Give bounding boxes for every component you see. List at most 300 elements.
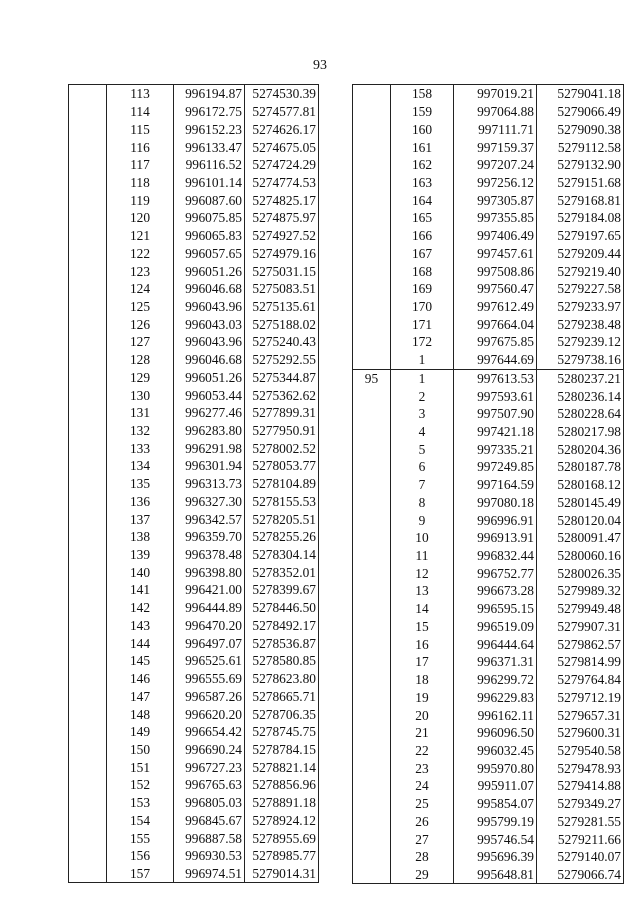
y-coordinate-cell: 5279211.66 xyxy=(537,830,624,848)
x-coordinate-cell: 996162.11 xyxy=(454,706,537,724)
x-coordinate-cell: 997019.21 xyxy=(454,85,537,103)
point-number-cell: 149 xyxy=(129,724,151,740)
table-row xyxy=(69,811,319,829)
table-row xyxy=(353,777,624,795)
table-row xyxy=(353,227,624,245)
point-number-cell: 143 xyxy=(129,617,151,633)
x-coordinate-cell: 997508.86 xyxy=(454,262,537,280)
block-cell xyxy=(69,191,107,209)
table-row xyxy=(353,494,624,512)
block-cell xyxy=(69,617,107,635)
table-row xyxy=(353,280,624,298)
table-row xyxy=(353,848,624,866)
table-row xyxy=(353,351,624,369)
block-cell xyxy=(69,422,107,440)
x-coordinate-cell: 996342.57 xyxy=(174,510,245,528)
x-coordinate-cell: 996845.67 xyxy=(174,811,245,829)
point-number-cell: 158 xyxy=(391,85,454,103)
point-number-cell: 166 xyxy=(411,228,433,244)
block-cell xyxy=(69,847,107,865)
block-cell xyxy=(353,635,391,653)
x-coordinate-cell: 996832.44 xyxy=(454,547,537,565)
table-row xyxy=(69,741,319,759)
table-row xyxy=(353,262,624,280)
y-coordinate-cell: 5280228.64 xyxy=(537,405,624,423)
point-number-cell: 18 xyxy=(415,672,429,688)
table-row xyxy=(69,475,319,493)
x-coordinate-cell: 996152.23 xyxy=(174,120,245,138)
block-cell xyxy=(353,156,391,174)
y-coordinate-cell: 5278002.52 xyxy=(245,439,319,457)
point-number-cell: 165 xyxy=(411,210,433,226)
x-coordinate-cell: 996313.73 xyxy=(174,475,245,493)
point-number-cell: 28 xyxy=(415,849,429,865)
table-row xyxy=(353,369,624,387)
table-row xyxy=(69,723,319,741)
x-coordinate-cell: 997675.85 xyxy=(454,333,537,351)
block-cell xyxy=(69,493,107,511)
point-number-cell: 5 xyxy=(418,441,426,457)
x-coordinate-cell: 995696.39 xyxy=(454,848,537,866)
point-number-cell: 142 xyxy=(129,600,151,616)
table-row xyxy=(353,423,624,441)
y-coordinate-cell: 5274774.53 xyxy=(245,174,319,192)
point-number-cell: 144 xyxy=(129,635,151,651)
x-coordinate-cell: 997305.87 xyxy=(454,191,537,209)
x-coordinate-cell: 996032.45 xyxy=(454,742,537,760)
y-coordinate-cell: 5279151.68 xyxy=(537,174,624,192)
block-cell xyxy=(353,795,391,813)
point-number-cell: 164 xyxy=(411,192,433,208)
x-coordinate-cell: 997612.49 xyxy=(454,298,537,316)
table-row xyxy=(69,138,319,156)
y-coordinate-cell: 5279014.31 xyxy=(245,865,319,883)
block-cell xyxy=(353,830,391,848)
x-coordinate-cell: 996046.68 xyxy=(174,280,245,298)
point-number-cell: 12 xyxy=(415,565,429,581)
y-coordinate-cell: 5275083.51 xyxy=(245,280,319,298)
y-coordinate-cell: 5278745.75 xyxy=(245,723,319,741)
x-coordinate-cell: 997355.85 xyxy=(454,209,537,227)
block-cell xyxy=(69,457,107,475)
point-number-cell: 136 xyxy=(129,493,151,509)
table-row xyxy=(353,405,624,423)
table-row xyxy=(69,262,319,280)
table-row xyxy=(353,830,624,848)
block-cell xyxy=(69,103,107,121)
x-coordinate-cell: 996727.23 xyxy=(174,758,245,776)
point-number-cell: 25 xyxy=(415,796,429,812)
x-coordinate-cell: 996519.09 xyxy=(454,618,537,636)
table-row xyxy=(69,439,319,457)
point-number-cell: 146 xyxy=(129,671,151,687)
point-number-cell: 2 xyxy=(418,388,426,404)
table-row xyxy=(69,244,319,262)
block-cell xyxy=(353,866,391,884)
block-cell: 95 xyxy=(353,369,391,387)
y-coordinate-cell: 5279540.58 xyxy=(537,742,624,760)
y-coordinate-cell: 5279281.55 xyxy=(537,812,624,830)
point-number-cell: 14 xyxy=(415,601,429,617)
x-coordinate-cell: 995648.81 xyxy=(454,866,537,884)
block-cell xyxy=(69,829,107,847)
x-coordinate-cell: 996057.65 xyxy=(174,244,245,262)
table-row xyxy=(69,386,319,404)
block-cell xyxy=(69,156,107,174)
x-coordinate-cell: 996497.07 xyxy=(174,634,245,652)
table-row xyxy=(69,865,319,883)
y-coordinate-cell: 5279209.44 xyxy=(537,244,624,262)
block-cell xyxy=(353,742,391,760)
point-number-cell: 121 xyxy=(129,228,151,244)
y-coordinate-cell: 5279907.31 xyxy=(537,618,624,636)
x-coordinate-cell: 997613.53 xyxy=(454,369,537,387)
x-coordinate-cell: 996974.51 xyxy=(174,865,245,883)
point-number-cell: 20 xyxy=(415,707,429,723)
x-coordinate-cell: 997159.37 xyxy=(454,138,537,156)
y-coordinate-cell: 5278399.67 xyxy=(245,581,319,599)
y-coordinate-cell: 5279112.58 xyxy=(537,138,624,156)
y-coordinate-cell: 5278856.96 xyxy=(245,776,319,794)
table-row xyxy=(69,404,319,422)
table-row xyxy=(69,758,319,776)
y-coordinate-cell: 5278821.14 xyxy=(245,758,319,776)
point-number-cell: 141 xyxy=(129,582,151,598)
table-row xyxy=(69,493,319,511)
block-cell xyxy=(353,138,391,156)
y-coordinate-cell: 5279414.88 xyxy=(537,777,624,795)
point-number-cell: 151 xyxy=(129,759,151,775)
table-row xyxy=(353,103,624,121)
block-cell xyxy=(69,865,107,883)
point-number-cell: 113 xyxy=(107,85,174,103)
table-row xyxy=(353,866,624,884)
block-cell xyxy=(69,723,107,741)
table-row xyxy=(69,85,319,103)
x-coordinate-cell: 996277.46 xyxy=(174,404,245,422)
point-number-cell: 22 xyxy=(415,742,429,758)
x-coordinate-cell: 995911.07 xyxy=(454,777,537,795)
block-cell xyxy=(69,333,107,351)
table-row xyxy=(353,85,624,103)
table-row xyxy=(69,546,319,564)
y-coordinate-cell: 5280168.12 xyxy=(537,476,624,494)
block-cell xyxy=(69,138,107,156)
block-cell xyxy=(353,671,391,689)
y-coordinate-cell: 5278623.80 xyxy=(245,670,319,688)
y-coordinate-cell: 5279066.49 xyxy=(537,103,624,121)
y-coordinate-cell: 5278784.15 xyxy=(245,741,319,759)
y-coordinate-cell: 5279478.93 xyxy=(537,759,624,777)
table-row xyxy=(69,103,319,121)
x-coordinate-cell: 996525.61 xyxy=(174,652,245,670)
point-number-cell: 27 xyxy=(415,831,429,847)
point-number-cell: 148 xyxy=(129,706,151,722)
block-cell xyxy=(69,776,107,794)
block-cell xyxy=(353,244,391,262)
table-row xyxy=(353,244,624,262)
point-number-cell: 115 xyxy=(130,121,150,137)
y-coordinate-cell: 5279657.31 xyxy=(537,706,624,724)
table-row xyxy=(69,687,319,705)
x-coordinate-cell: 996116.52 xyxy=(174,156,245,174)
block-cell xyxy=(353,848,391,866)
table-row xyxy=(353,387,624,405)
point-number-cell: 126 xyxy=(129,316,151,332)
point-number-cell: 145 xyxy=(129,653,151,669)
point-number-cell: 17 xyxy=(415,654,429,670)
y-coordinate-cell: 5278155.53 xyxy=(245,493,319,511)
point-number-cell: 138 xyxy=(129,529,151,545)
block-cell xyxy=(69,563,107,581)
point-number-cell: 157 xyxy=(107,865,174,883)
y-coordinate-cell: 5275188.02 xyxy=(245,315,319,333)
x-coordinate-cell: 996065.83 xyxy=(174,227,245,245)
x-coordinate-cell: 997064.88 xyxy=(454,103,537,121)
block-cell xyxy=(69,209,107,227)
table-row xyxy=(69,794,319,812)
y-coordinate-cell: 5278536.87 xyxy=(245,634,319,652)
y-coordinate-cell: 5280120.04 xyxy=(537,511,624,529)
x-coordinate-cell: 996359.70 xyxy=(174,528,245,546)
table-row xyxy=(353,618,624,636)
block-cell xyxy=(353,85,391,103)
y-coordinate-cell: 5274724.29 xyxy=(245,156,319,174)
x-coordinate-cell: 996299.72 xyxy=(454,671,537,689)
block-cell xyxy=(69,687,107,705)
point-number-cell: 118 xyxy=(130,174,150,190)
y-coordinate-cell: 5278665.71 xyxy=(245,687,319,705)
block-cell xyxy=(69,315,107,333)
block-cell xyxy=(69,581,107,599)
table-row xyxy=(353,333,624,351)
table-row xyxy=(69,581,319,599)
table-row xyxy=(353,511,624,529)
point-number-cell: 21 xyxy=(415,725,429,741)
y-coordinate-cell: 5277899.31 xyxy=(245,404,319,422)
y-coordinate-cell: 5275135.61 xyxy=(245,298,319,316)
x-coordinate-cell: 996620.20 xyxy=(174,705,245,723)
y-coordinate-cell: 5278446.50 xyxy=(245,599,319,617)
y-coordinate-cell: 5278955.69 xyxy=(245,829,319,847)
block-cell xyxy=(353,209,391,227)
block-cell xyxy=(353,582,391,600)
x-coordinate-cell: 996805.03 xyxy=(174,794,245,812)
x-coordinate-cell: 996172.75 xyxy=(174,103,245,121)
y-coordinate-cell: 5278492.17 xyxy=(245,617,319,635)
table-row xyxy=(69,120,319,138)
x-coordinate-cell: 997421.18 xyxy=(454,423,537,441)
block-cell xyxy=(353,688,391,706)
block-cell xyxy=(69,120,107,138)
point-number-cell: 124 xyxy=(129,281,151,297)
x-coordinate-cell: 995746.54 xyxy=(454,830,537,848)
point-number-cell: 3 xyxy=(418,406,426,422)
point-number-cell: 155 xyxy=(129,830,151,846)
point-number-cell: 131 xyxy=(129,405,151,421)
point-number-cell: 135 xyxy=(129,476,151,492)
x-coordinate-cell: 997406.49 xyxy=(454,227,537,245)
block-cell xyxy=(353,812,391,830)
y-coordinate-cell: 5279132.90 xyxy=(537,156,624,174)
block-cell xyxy=(353,511,391,529)
x-coordinate-cell: 996043.96 xyxy=(174,333,245,351)
y-coordinate-cell: 5275292.55 xyxy=(245,351,319,369)
block-cell xyxy=(69,510,107,528)
point-number-cell: 19 xyxy=(415,689,429,705)
point-number-cell: 26 xyxy=(415,813,429,829)
x-coordinate-cell: 996595.15 xyxy=(454,600,537,618)
x-coordinate-cell: 996930.53 xyxy=(174,847,245,865)
table-row xyxy=(69,528,319,546)
point-number-cell: 127 xyxy=(129,334,151,350)
point-number-cell: 154 xyxy=(129,812,151,828)
y-coordinate-cell: 5279227.58 xyxy=(537,280,624,298)
x-coordinate-cell: 996444.89 xyxy=(174,599,245,617)
point-number-cell: 170 xyxy=(411,298,433,314)
table-row xyxy=(353,120,624,138)
x-coordinate-cell: 996133.47 xyxy=(174,138,245,156)
x-coordinate-cell: 995799.19 xyxy=(454,812,537,830)
x-coordinate-cell: 995854.07 xyxy=(454,795,537,813)
x-coordinate-cell: 996555.69 xyxy=(174,670,245,688)
x-coordinate-cell: 996283.80 xyxy=(174,422,245,440)
y-coordinate-cell: 5278706.35 xyxy=(245,705,319,723)
point-number-cell: 167 xyxy=(411,245,433,261)
point-number-cell: 169 xyxy=(411,281,433,297)
y-coordinate-cell: 5278924.12 xyxy=(245,811,319,829)
y-coordinate-cell: 5279600.31 xyxy=(537,724,624,742)
block-cell xyxy=(353,174,391,192)
y-coordinate-cell: 5279764.84 xyxy=(537,671,624,689)
block-cell xyxy=(69,85,107,103)
block-cell xyxy=(69,475,107,493)
point-number-cell: 168 xyxy=(411,263,433,279)
x-coordinate-cell: 996096.50 xyxy=(454,724,537,742)
x-coordinate-cell: 996075.85 xyxy=(174,209,245,227)
table-row xyxy=(353,671,624,689)
point-number-cell: 162 xyxy=(411,157,433,173)
table-row xyxy=(353,564,624,582)
table-row xyxy=(353,156,624,174)
y-coordinate-cell: 5278352.01 xyxy=(245,563,319,581)
point-number-cell: 15 xyxy=(415,618,429,634)
block-cell xyxy=(69,298,107,316)
x-coordinate-cell: 997593.61 xyxy=(454,387,537,405)
y-coordinate-cell: 5280187.78 xyxy=(537,458,624,476)
table-row xyxy=(353,476,624,494)
block-cell xyxy=(353,600,391,618)
x-coordinate-cell: 996371.31 xyxy=(454,653,537,671)
y-coordinate-cell: 5280091.47 xyxy=(537,529,624,547)
table-row xyxy=(353,742,624,760)
point-number-cell: 132 xyxy=(129,423,151,439)
point-number-cell: 159 xyxy=(411,104,433,120)
block-cell xyxy=(353,564,391,582)
y-coordinate-cell: 5278104.89 xyxy=(245,475,319,493)
y-coordinate-cell: 5275344.87 xyxy=(245,369,319,387)
block-cell xyxy=(353,547,391,565)
y-coordinate-cell: 5279712.19 xyxy=(537,688,624,706)
block-cell xyxy=(353,262,391,280)
y-coordinate-cell: 5275362.62 xyxy=(245,386,319,404)
x-coordinate-cell: 996291.98 xyxy=(174,439,245,457)
table-row xyxy=(69,227,319,245)
y-coordinate-cell: 5280145.49 xyxy=(537,494,624,512)
x-coordinate-cell: 996378.48 xyxy=(174,546,245,564)
block-cell xyxy=(69,811,107,829)
point-number-cell: 163 xyxy=(411,174,433,190)
y-coordinate-cell: 5279168.81 xyxy=(537,191,624,209)
y-coordinate-cell: 5279219.40 xyxy=(537,262,624,280)
x-coordinate-cell: 996887.58 xyxy=(174,829,245,847)
block-cell xyxy=(69,741,107,759)
table-row xyxy=(353,635,624,653)
table-row xyxy=(69,670,319,688)
x-coordinate-cell: 996046.68 xyxy=(174,351,245,369)
table-row xyxy=(69,422,319,440)
coordinates-table-right xyxy=(352,84,624,884)
table-row xyxy=(353,440,624,458)
block-cell xyxy=(353,120,391,138)
x-coordinate-cell: 997335.21 xyxy=(454,440,537,458)
y-coordinate-cell: 5279233.97 xyxy=(537,298,624,316)
x-coordinate-cell: 996043.96 xyxy=(174,298,245,316)
point-number-cell: 137 xyxy=(129,511,151,527)
point-number-cell: 153 xyxy=(129,795,151,811)
y-coordinate-cell: 5278205.51 xyxy=(245,510,319,528)
point-number-cell: 122 xyxy=(129,245,151,261)
y-coordinate-cell: 5279949.48 xyxy=(537,600,624,618)
x-coordinate-cell: 996053.44 xyxy=(174,386,245,404)
table-row xyxy=(69,156,319,174)
table-row xyxy=(353,529,624,547)
table-row xyxy=(353,315,624,333)
block-cell xyxy=(353,724,391,742)
x-coordinate-cell: 996587.26 xyxy=(174,687,245,705)
x-coordinate-cell: 997256.12 xyxy=(454,174,537,192)
y-coordinate-cell: 5279239.12 xyxy=(537,333,624,351)
block-cell xyxy=(69,652,107,670)
point-number-cell: 147 xyxy=(129,688,151,704)
table-row xyxy=(69,705,319,723)
point-number-cell: 140 xyxy=(129,564,151,580)
y-coordinate-cell: 5274927.52 xyxy=(245,227,319,245)
point-number-cell: 119 xyxy=(130,192,150,208)
point-number-cell: 23 xyxy=(415,760,429,776)
table-row xyxy=(353,795,624,813)
point-number-cell: 114 xyxy=(130,104,150,120)
point-number-cell: 16 xyxy=(415,636,429,652)
table-row xyxy=(353,209,624,227)
y-coordinate-cell: 5279090.38 xyxy=(537,120,624,138)
block-cell xyxy=(69,794,107,812)
block-cell xyxy=(353,529,391,547)
x-coordinate-cell: 996051.26 xyxy=(174,262,245,280)
y-coordinate-cell: 5278255.26 xyxy=(245,528,319,546)
block-cell xyxy=(69,599,107,617)
block-cell xyxy=(353,191,391,209)
y-coordinate-cell: 5279197.65 xyxy=(537,227,624,245)
block-cell xyxy=(353,423,391,441)
point-number-cell: 171 xyxy=(411,316,433,332)
x-coordinate-cell: 996765.63 xyxy=(174,776,245,794)
table-row xyxy=(69,634,319,652)
block-cell xyxy=(353,706,391,724)
y-coordinate-cell: 5279041.18 xyxy=(537,85,624,103)
y-coordinate-cell: 5274875.97 xyxy=(245,209,319,227)
table-row xyxy=(353,706,624,724)
